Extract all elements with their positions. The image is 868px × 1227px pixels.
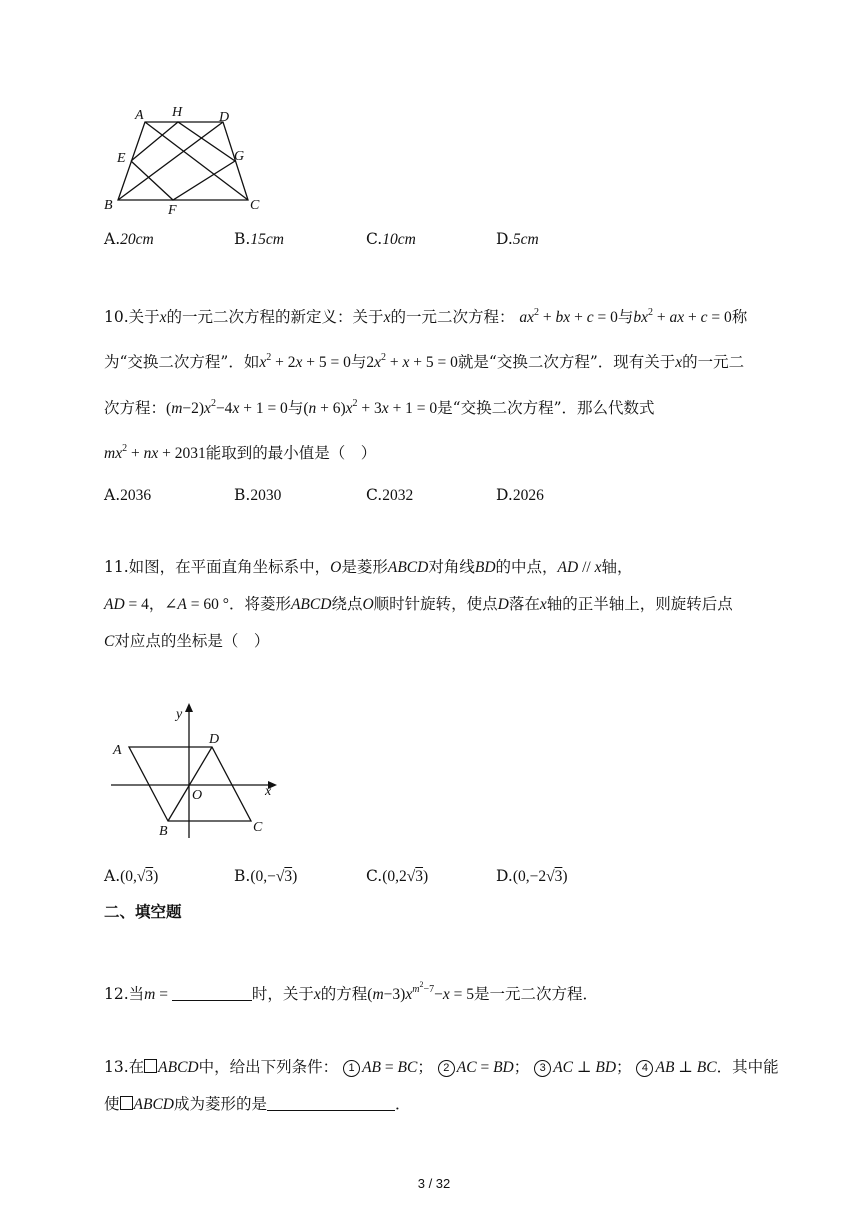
label-x: x [265, 784, 272, 799]
label-E: E [117, 151, 126, 166]
q9-option-c: C.10cm [366, 230, 416, 248]
label-F: F [168, 203, 177, 218]
q10-line3: 次方程：$(m-2)x^2-4x + 1 = 0$与$(n + 6)x^2 + 3x + 1 = 0$是“交换二次方程”．那么代数式 [104, 398, 655, 417]
label-O: O [192, 788, 203, 803]
q10-line1: 10.关于x的一元二次方程的新定义：关于x的一元二次方程： $ax^2$ + bx + c = 0与$bx^2$ + ax + c = 0称 [104, 307, 748, 326]
label-C: C [253, 820, 263, 835]
q11-option-c: C.(0,2√3) [366, 867, 429, 885]
label-A: A [135, 108, 144, 123]
label-H: H [172, 105, 183, 120]
q9-option-a: A.20cm [104, 230, 154, 248]
q12-line: 12.当m = 时，关于x的方程$(m-3)x^{m^2-7}-x = 5$是一元二次方程． [104, 980, 598, 1003]
q11-option-d: D.(0,−2√3) [496, 867, 568, 885]
q10-line4: $mx^2$ + nx + 2031能取到的最小值是（ ） [104, 443, 377, 462]
q11-line3: C对应点的坐标是（ ） [104, 632, 270, 650]
q13-line1: 13.在 ABCD中，给出下列条件： 1 AB = BC； 2 AC = BD； 3 AC ⊥ BD； 4 AB ⊥ BC．其中能 [104, 1058, 779, 1076]
q11-line2: AD = 4，∠A = 60 °．将菱形ABCD绕点O顺时针旋转，使点D落在x轴的正半轴上，则旋转后点 [104, 595, 733, 613]
q9-option-b: B.15cm [234, 230, 284, 248]
q10-option-d: D.2026 [496, 486, 544, 504]
section-heading: 二、填空题 [104, 902, 182, 921]
q10-option-b: B.2030 [234, 486, 282, 504]
trapezoid-figure [95, 100, 275, 220]
label-A: A [113, 743, 122, 758]
q12-answer-blank[interactable] [172, 986, 252, 1001]
q9-option-d: D.5cm [496, 230, 539, 248]
q11-option-b: B.(0,−√3) [234, 867, 298, 885]
parallelogram-symbol [144, 1059, 157, 1073]
q13-line2: 使 ABCD成为菱形的是 ． [104, 1095, 411, 1113]
rhombus-coordinate-figure [105, 700, 285, 845]
label-B: B [104, 198, 113, 213]
label-B: B [159, 824, 168, 839]
label-D: D [209, 732, 220, 747]
label-D: D [219, 110, 230, 125]
q11-option-a: A.(0,√3) [104, 867, 159, 885]
label-y: y [176, 707, 183, 722]
parallelogram-symbol [120, 1096, 133, 1110]
label-C: C [250, 198, 260, 213]
q13-answer-blank[interactable] [267, 1096, 395, 1111]
page-number: 3 / 32 [417, 1176, 451, 1191]
q11-line1: 11.如图，在平面直角坐标系中，O是菱形ABCD对角线BD的中点，AD // x轴， [104, 558, 633, 576]
q10-option-c: C.2032 [366, 486, 414, 504]
q10-option-a: A.2036 [104, 486, 152, 504]
q10-line2: 为“交换二次方程”．如$x^2 + 2x + 5 = 0$与$2x^2 + x + 5 = 0$就是“交换二次方程”．现有关于x的一元二 [104, 352, 745, 371]
label-G: G [234, 149, 245, 164]
